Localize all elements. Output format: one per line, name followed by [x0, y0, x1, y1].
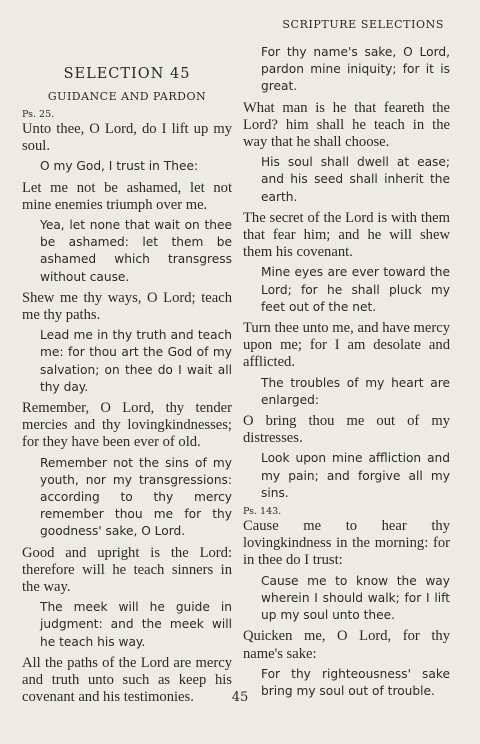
verse-leader: Let me not be ashamed, let not mine enemies triumph over me. — [22, 179, 232, 213]
right-column — [243, 44, 450, 704]
selection-subtitle: GUIDANCE AND PARDON — [47, 90, 207, 103]
page-number: 45 — [231, 690, 249, 705]
verse-leader: What man is he that feareth the Lord? him shall he teach in the way that he shall choose. — [243, 99, 450, 151]
scripture-reference: Ps. 25. — [22, 109, 55, 120]
verse-response: The troubles of my heart are enlarged: — [261, 375, 450, 407]
running-head: SCRIPTURE SELECTIONS — [282, 18, 444, 31]
verse-response: Remember not the sins of my youth, nor my transgressions: according to thy mercy remember thou me for thy goodness' sake, O Lord. — [40, 455, 232, 539]
verse-leader: Cause me to hear thy lovingkindness in the morning: for in thee do I trust: — [243, 518, 450, 569]
verse-response: Mine eyes are ever toward the Lord; for he shall pluck my feet out of the net. — [261, 265, 450, 314]
verse-response: O my God, I trust in Thee: — [40, 159, 199, 174]
verse-response: Yea, let none that wait on thee be ashamed: let them be ashamed which transgress without cause. — [40, 218, 232, 284]
verse-response: The meek will he guide in judgment: and the meek will he teach his way. — [40, 600, 232, 649]
left-column — [22, 44, 232, 710]
verse-response: For thy righteousness' sake bring my soul out of trouble. — [261, 666, 450, 698]
verse-leader: Unto thee, O Lord, do I lift up my soul. — [22, 121, 232, 155]
verse-leader: Quicken me, O Lord, for thy name's sake: — [243, 628, 450, 662]
verse-response: Cause me to know the way wherein I should walk; for I lift up my soul unto thee. — [261, 573, 450, 623]
right-verses-b — [243, 518, 450, 700]
verse-response: Lead me in thy truth and teach me: for thou art the God of my salvation; on thee do I wait all thy day. — [40, 328, 232, 394]
verse-response: Look upon mine affliction and my pain; and forgive all my sins. — [261, 451, 450, 500]
verse-leader: All the paths of the Lord are mercy and truth unto such as keep his covenant and his testimonies. — [22, 654, 232, 706]
left-verses — [22, 121, 232, 707]
verse-leader: Shew me thy ways, O Lord; teach me thy paths. — [22, 289, 232, 324]
scripture-reference: Ps. 143. — [243, 506, 282, 518]
verse-response: For thy name's sake, O Lord, pardon mine iniquity; for it is great. — [261, 45, 450, 94]
verse-leader: Remember, O Lord, thy tender mercies and thy lovingkindnesses; for they have been ever of old. — [22, 400, 232, 451]
verse-leader: Good and upright is the Lord: therefore will he teach sinners in the way. — [22, 544, 232, 596]
verse-response: His soul shall dwell at ease; and his seed shall inherit the earth. — [261, 155, 450, 204]
verse-leader: O bring thou me out of my distresses. — [243, 413, 450, 447]
right-verses-a — [243, 44, 450, 502]
verse-leader: The secret of the Lord is with them that fear him; and he will shew them his covenant. — [243, 209, 450, 261]
selection-title: SELECTION 45 — [63, 66, 191, 82]
verse-leader: Turn thee unto me, and have mercy upon me; for I am desolate and afflicted. — [243, 320, 450, 371]
